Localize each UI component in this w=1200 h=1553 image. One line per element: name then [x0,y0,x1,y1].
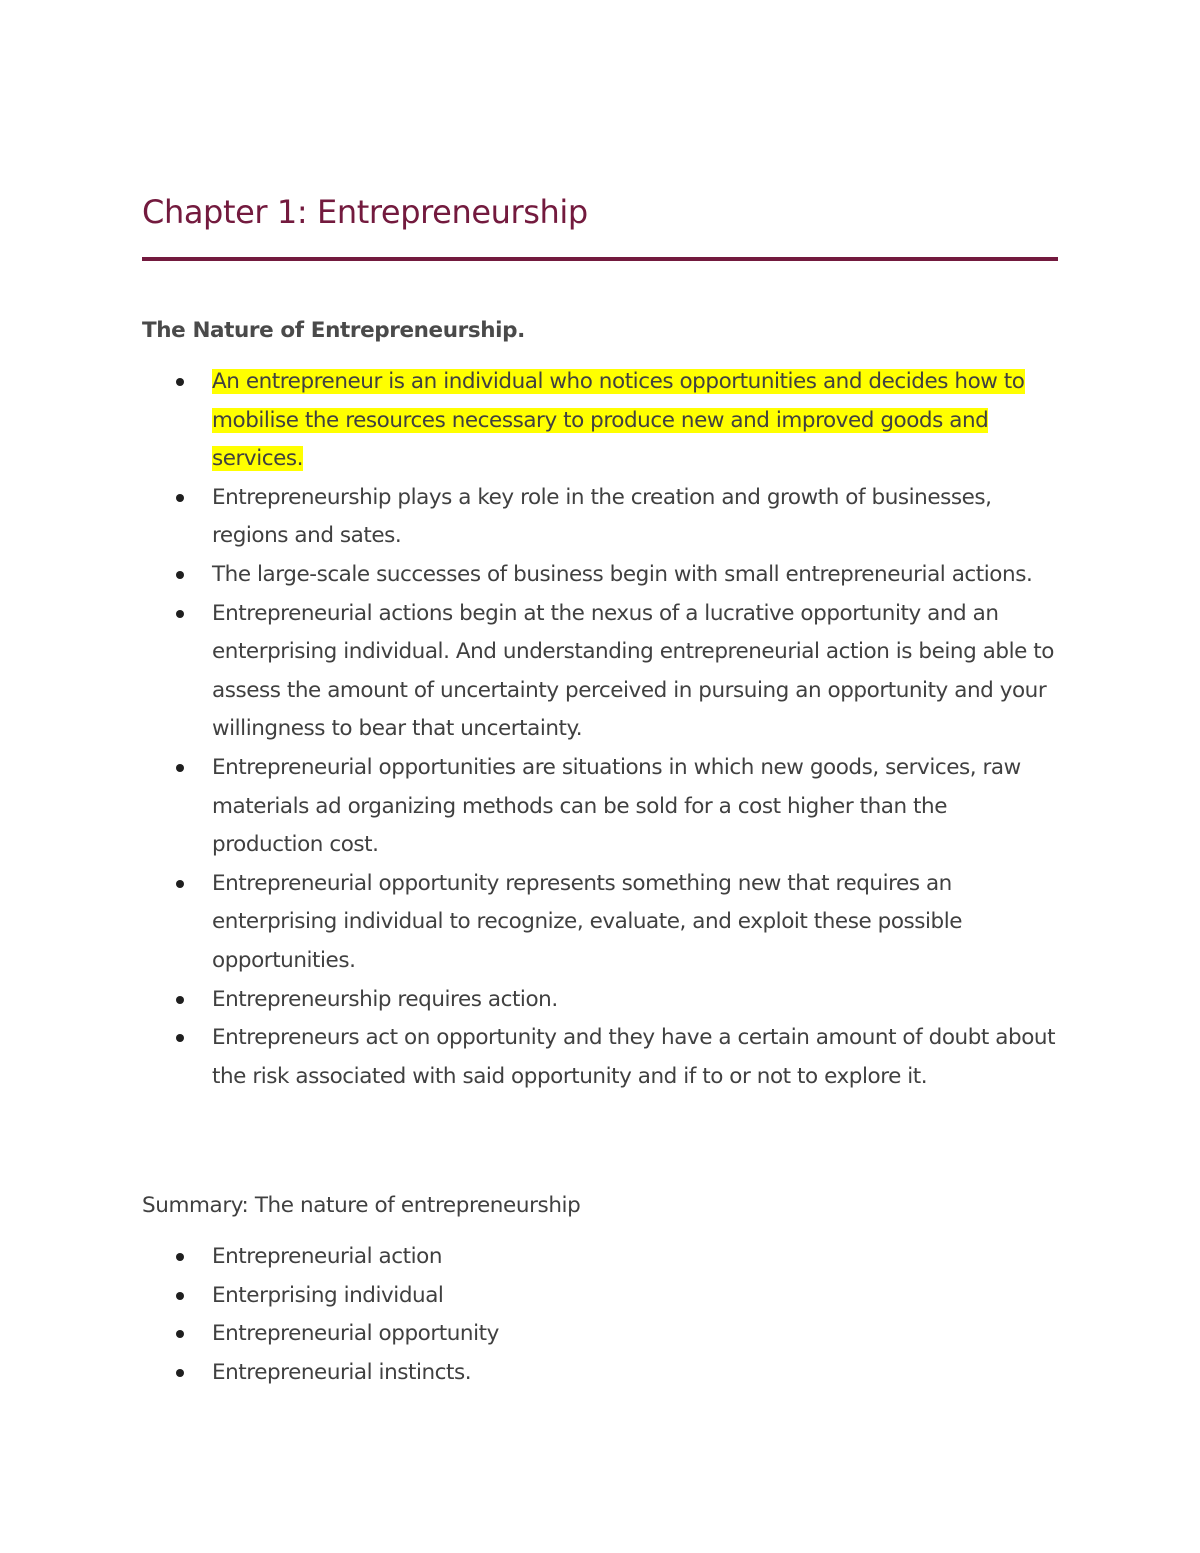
bullet-icon [176,996,184,1004]
title-underline-rule [142,257,1058,261]
bullet-item [142,749,1058,865]
bullet-item [142,865,1058,981]
section-heading: The Nature of Entrepreneurship. [142,318,525,343]
bullet-item [142,595,1058,749]
bullet-text: An entrepreneur is an individual who notices opportunities and decides how to mobilise the resources necessary to produce new and improved goods and services. [212,369,1025,472]
bullet-icon [176,1034,184,1042]
summary-item-text: Enterprising individual [212,1282,444,1308]
summary-item-text: Entrepreneurial instincts. [212,1359,472,1385]
bullet-icon [176,1292,184,1300]
bullet-item [142,556,1058,595]
chapter-title: Chapter 1: Entrepreneurship [142,193,588,231]
summary-item [142,1238,1058,1277]
bullet-icon [176,378,184,386]
bullet-icon [176,1330,184,1338]
bullet-text: Entrepreneurship requires action. [212,986,558,1012]
summary-item [142,1354,1058,1393]
bullet-item [142,363,1058,479]
bullet-icon [176,764,184,772]
bullet-icon [176,571,184,579]
bullet-text: Entrepreneurial opportunity represents something new that requires an enterprising individual to recognize, evaluate, and exploit these possible opportunities. [212,870,963,973]
nature-bullet-list [142,363,1058,1096]
bullet-text: Entrepreneurs act on opportunity and they have a certain amount of doubt about the risk associated with said opportunity and if to or not to explore it. [212,1025,1056,1089]
bullet-icon [176,1253,184,1261]
summary-item [142,1277,1058,1316]
summary-item-text: Entrepreneurial opportunity [212,1321,499,1347]
bullet-text: Entrepreneurship plays a key role in the creation and growth of businesses, regions and sates. [212,484,992,549]
bullet-item [142,479,1058,556]
bullet-icon [176,494,184,502]
bullet-item [142,981,1058,1020]
summary-heading: Summary: The nature of entrepreneurship [142,1193,581,1218]
bullet-text: Entrepreneurial actions begin at the nexus of a lucrative opportunity and an enterprising individual. And understanding entrepreneurial action is being able to assess the amount of uncertainty perceived in pursuing an opportunity and your willingness to bear that uncertainty. [212,600,1054,742]
bullet-text: Entrepreneurial opportunities are situations in which new goods, services, raw materials ad organizing methods can be sold for a cost higher than the production cost. [212,754,1021,858]
bullet-icon [176,1369,184,1377]
bullet-text: The large-scale successes of business begin with small entrepreneurial actions. [212,561,1033,587]
bullet-icon [176,610,184,618]
summary-bullet-list [142,1238,1058,1392]
summary-item [142,1315,1058,1354]
bullet-item [142,1019,1058,1096]
summary-item-text: Entrepreneurial action [212,1244,443,1269]
bullet-icon [176,880,184,888]
